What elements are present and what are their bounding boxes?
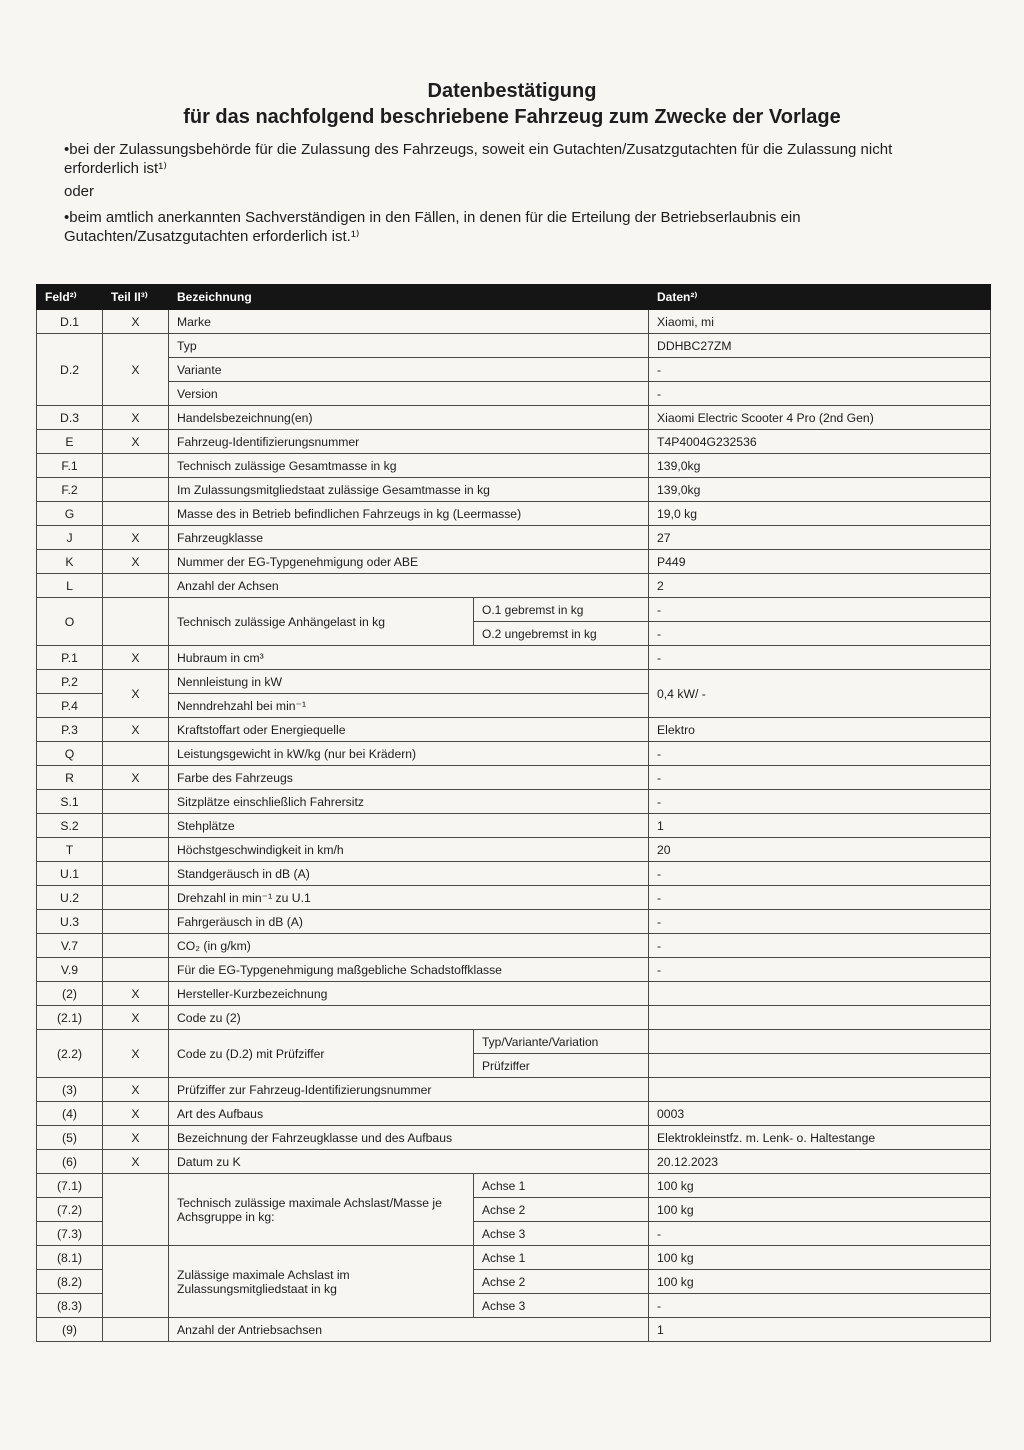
bezeichnung-cell: Variante bbox=[169, 358, 649, 382]
daten-cell: - bbox=[649, 790, 991, 814]
teil-cell: X bbox=[103, 982, 169, 1006]
sub-label-cell: Prüfziffer bbox=[474, 1054, 649, 1078]
bezeichnung-cell: Nummer der EG-Typgenehmigung oder ABE bbox=[169, 550, 649, 574]
table-row bbox=[37, 790, 991, 814]
teil-cell bbox=[103, 814, 169, 838]
daten-cell bbox=[649, 1006, 991, 1030]
bezeichnung-cell: Stehplätze bbox=[169, 814, 649, 838]
feld-cell: (7.1) bbox=[37, 1174, 103, 1198]
daten-cell: - bbox=[649, 1222, 991, 1246]
feld-cell: S.2 bbox=[37, 814, 103, 838]
bezeichnung-cell: Hersteller-Kurzbezeichnung bbox=[169, 982, 649, 1006]
feld-cell: V.7 bbox=[37, 934, 103, 958]
teil-cell bbox=[103, 1246, 169, 1318]
feld-cell: U.2 bbox=[37, 886, 103, 910]
feld-cell: P.1 bbox=[37, 646, 103, 670]
table-row bbox=[37, 310, 991, 334]
daten-cell: 139,0kg bbox=[649, 478, 991, 502]
feld-cell: K bbox=[37, 550, 103, 574]
header-daten: Daten²⁾ bbox=[649, 285, 991, 310]
teil-cell: X bbox=[103, 406, 169, 430]
daten-cell: - bbox=[649, 622, 991, 646]
sub-label-cell: O.1 gebremst in kg bbox=[474, 598, 649, 622]
header-feld: Feld²⁾ bbox=[37, 285, 103, 310]
daten-cell: 27 bbox=[649, 526, 991, 550]
feld-cell: (6) bbox=[37, 1150, 103, 1174]
teil-cell bbox=[103, 742, 169, 766]
document-subtitle: für das nachfolgend beschriebene Fahrzeug zum Zwecke der Vorlage bbox=[183, 106, 841, 128]
teil-cell: X bbox=[103, 1150, 169, 1174]
daten-cell: 19,0 kg bbox=[649, 502, 991, 526]
feld-cell: D.1 bbox=[37, 310, 103, 334]
bezeichnung-cell: Farbe des Fahrzeugs bbox=[169, 766, 649, 790]
daten-cell bbox=[649, 1030, 991, 1054]
table-row bbox=[37, 838, 991, 862]
daten-cell bbox=[649, 1078, 991, 1102]
daten-cell: 20 bbox=[649, 838, 991, 862]
daten-cell: - bbox=[649, 382, 991, 406]
table-row bbox=[37, 958, 991, 982]
feld-cell: P.2 bbox=[37, 670, 103, 694]
bezeichnung-cell: Fahrgeräusch in dB (A) bbox=[169, 910, 649, 934]
table-row bbox=[37, 454, 991, 478]
feld-cell: (2.2) bbox=[37, 1030, 103, 1078]
teil-cell bbox=[103, 862, 169, 886]
daten-cell bbox=[649, 1054, 991, 1078]
table-row bbox=[37, 1102, 991, 1126]
table-row bbox=[37, 406, 991, 430]
sub-label-cell: Achse 1 bbox=[474, 1174, 649, 1198]
bezeichnung-cell: Standgeräusch in dB (A) bbox=[169, 862, 649, 886]
document-title: Datenbestätigung bbox=[427, 80, 597, 102]
daten-cell: DDHBC27ZM bbox=[649, 334, 991, 358]
table-row bbox=[37, 1318, 991, 1342]
daten-cell: T4P4004G232536 bbox=[649, 430, 991, 454]
bezeichnung-cell: Version bbox=[169, 382, 649, 406]
teil-cell: X bbox=[103, 550, 169, 574]
feld-cell: O bbox=[37, 598, 103, 646]
feld-cell: U.3 bbox=[37, 910, 103, 934]
bezeichnung-cell: Im Zulassungsmitgliedstaat zulässige Gesamtmasse in kg bbox=[169, 478, 649, 502]
feld-cell: G bbox=[37, 502, 103, 526]
daten-cell: 100 kg bbox=[649, 1198, 991, 1222]
daten-cell: Xiaomi Electric Scooter 4 Pro (2nd Gen) bbox=[649, 406, 991, 430]
teil-cell: X bbox=[103, 310, 169, 334]
daten-cell: 1 bbox=[649, 1318, 991, 1342]
bezeichnung-cell: Anzahl der Antriebsachsen bbox=[169, 1318, 649, 1342]
feld-cell: (8.3) bbox=[37, 1294, 103, 1318]
feld-cell: (8.2) bbox=[37, 1270, 103, 1294]
bezeichnung-cell: Bezeichnung der Fahrzeugklasse und des Aufbaus bbox=[169, 1126, 649, 1150]
table-row bbox=[37, 742, 991, 766]
daten-cell bbox=[649, 982, 991, 1006]
teil-cell bbox=[103, 934, 169, 958]
table-row bbox=[37, 334, 991, 358]
feld-cell: (7.3) bbox=[37, 1222, 103, 1246]
table-row bbox=[37, 382, 991, 406]
table-row bbox=[37, 598, 991, 622]
table-row bbox=[37, 1030, 991, 1054]
bezeichnung-cell: Sitzplätze einschließlich Fahrersitz bbox=[169, 790, 649, 814]
bezeichnung-cell: Hubraum in cm³ bbox=[169, 646, 649, 670]
feld-cell: T bbox=[37, 838, 103, 862]
bezeichnung-cell: Handelsbezeichnung(en) bbox=[169, 406, 649, 430]
daten-cell: 0003 bbox=[649, 1102, 991, 1126]
header-bezeichnung: Bezeichnung bbox=[169, 285, 649, 310]
table-row bbox=[37, 502, 991, 526]
bezeichnung-cell: Masse des in Betrieb befindlichen Fahrzeugs in kg (Leermasse) bbox=[169, 502, 649, 526]
bezeichnung-cell: Für die EG-Typgenehmigung maßgebliche Schadstoffklasse bbox=[169, 958, 649, 982]
teil-cell: X bbox=[103, 430, 169, 454]
table-row bbox=[37, 646, 991, 670]
teil-cell bbox=[103, 958, 169, 982]
teil-cell: X bbox=[103, 526, 169, 550]
daten-cell: - bbox=[649, 910, 991, 934]
feld-cell: V.9 bbox=[37, 958, 103, 982]
table-row bbox=[37, 766, 991, 790]
daten-cell: - bbox=[649, 934, 991, 958]
feld-cell: D.3 bbox=[37, 406, 103, 430]
bezeichnung-cell: Code zu (2) bbox=[169, 1006, 649, 1030]
teil-cell bbox=[103, 454, 169, 478]
bezeichnung-cell: Nennleistung in kW bbox=[169, 670, 649, 694]
table-row bbox=[37, 982, 991, 1006]
bezeichnung-cell: Datum zu K bbox=[169, 1150, 649, 1174]
teil-cell: X bbox=[103, 1102, 169, 1126]
feld-cell: (3) bbox=[37, 1078, 103, 1102]
teil-cell bbox=[103, 790, 169, 814]
bezeichnung-cell: Art des Aufbaus bbox=[169, 1102, 649, 1126]
sub-label-cell: Achse 1 bbox=[474, 1246, 649, 1270]
bezeichnung-cell: Technisch zulässige Gesamtmasse in kg bbox=[169, 454, 649, 478]
bezeichnung-cell: Kraftstoffart oder Energiequelle bbox=[169, 718, 649, 742]
daten-cell: - bbox=[649, 958, 991, 982]
daten-cell: 100 kg bbox=[649, 1270, 991, 1294]
intro-paragraph-2: •beim amtlich anerkannten Sachverständigen in den Fällen, in denen für die Erteilung der Betriebserlaubnis ein Gutachten/Zusatzgutachten erforderlich ist.¹⁾ bbox=[64, 209, 801, 245]
daten-cell: Elektrokleinstfz. m. Lenk- o. Haltestange bbox=[649, 1126, 991, 1150]
sub-label-cell: Typ/Variante/Variation bbox=[474, 1030, 649, 1054]
feld-cell: P.3 bbox=[37, 718, 103, 742]
table-row bbox=[37, 670, 991, 694]
bezeichnung-cell: Typ bbox=[169, 334, 649, 358]
daten-cell: P449 bbox=[649, 550, 991, 574]
teil-cell bbox=[103, 838, 169, 862]
bezeichnung-cell: Drehzahl in min⁻¹ zu U.1 bbox=[169, 886, 649, 910]
sub-label-cell: Achse 2 bbox=[474, 1198, 649, 1222]
table-row bbox=[37, 430, 991, 454]
feld-cell: (5) bbox=[37, 1126, 103, 1150]
feld-cell: P.4 bbox=[37, 694, 103, 718]
teil-cell bbox=[103, 598, 169, 646]
daten-cell: - bbox=[649, 886, 991, 910]
bezeichnung-cell: Anzahl der Achsen bbox=[169, 574, 649, 598]
data-table bbox=[36, 284, 991, 1342]
daten-cell: Xiaomi, mi bbox=[649, 310, 991, 334]
daten-cell: - bbox=[649, 358, 991, 382]
feld-cell: Q bbox=[37, 742, 103, 766]
feld-cell: F.2 bbox=[37, 478, 103, 502]
daten-cell: Elektro bbox=[649, 718, 991, 742]
table-row bbox=[37, 934, 991, 958]
header-teil: Teil II³⁾ bbox=[103, 285, 169, 310]
table-row bbox=[37, 886, 991, 910]
daten-cell: - bbox=[649, 1294, 991, 1318]
table-row bbox=[37, 718, 991, 742]
teil-cell bbox=[103, 1174, 169, 1246]
bezeichnung-cell: Marke bbox=[169, 310, 649, 334]
teil-cell bbox=[103, 502, 169, 526]
table-row bbox=[37, 358, 991, 382]
table-row bbox=[37, 478, 991, 502]
daten-cell: 139,0kg bbox=[649, 454, 991, 478]
teil-cell: X bbox=[103, 1030, 169, 1078]
bezeichnung-cell: Fahrzeug-Identifizierungsnummer bbox=[169, 430, 649, 454]
feld-cell: (2) bbox=[37, 982, 103, 1006]
daten-cell: - bbox=[649, 742, 991, 766]
feld-cell: (2.1) bbox=[37, 1006, 103, 1030]
teil-cell: X bbox=[103, 1006, 169, 1030]
feld-cell: (9) bbox=[37, 1318, 103, 1342]
table-row bbox=[37, 1150, 991, 1174]
bezeichnung-cell: Technisch zulässige Anhängelast in kg bbox=[169, 598, 474, 646]
teil-cell: X bbox=[103, 334, 169, 406]
feld-cell: (7.2) bbox=[37, 1198, 103, 1222]
sub-label-cell: Achse 2 bbox=[474, 1270, 649, 1294]
daten-cell: - bbox=[649, 646, 991, 670]
teil-cell bbox=[103, 574, 169, 598]
daten-cell: - bbox=[649, 862, 991, 886]
bezeichnung-cell: Zulässige maximale Achslast im Zulassungsmitgliedstaat in kg bbox=[169, 1246, 474, 1318]
teil-cell: X bbox=[103, 766, 169, 790]
table-header bbox=[37, 285, 991, 310]
feld-cell: (8.1) bbox=[37, 1246, 103, 1270]
bezeichnung-cell: CO₂ (in g/km) bbox=[169, 934, 649, 958]
bezeichnung-cell: Code zu (D.2) mit Prüfziffer bbox=[169, 1030, 474, 1078]
bezeichnung-cell: Technisch zulässige maximale Achslast/Masse je Achsgruppe in kg: bbox=[169, 1174, 474, 1246]
bezeichnung-cell: Nenndrehzahl bei min⁻¹ bbox=[169, 694, 649, 718]
teil-cell bbox=[103, 478, 169, 502]
teil-cell bbox=[103, 910, 169, 934]
feld-cell: R bbox=[37, 766, 103, 790]
teil-cell: X bbox=[103, 1078, 169, 1102]
daten-cell: 20.12.2023 bbox=[649, 1150, 991, 1174]
teil-cell: X bbox=[103, 1126, 169, 1150]
table-row bbox=[37, 1246, 991, 1270]
feld-cell: E bbox=[37, 430, 103, 454]
bezeichnung-cell: Leistungsgewicht in kW/kg (nur bei Krädern) bbox=[169, 742, 649, 766]
teil-cell: X bbox=[103, 718, 169, 742]
intro-oder: oder bbox=[64, 183, 95, 200]
bezeichnung-cell: Fahrzeugklasse bbox=[169, 526, 649, 550]
feld-cell: D.2 bbox=[37, 334, 103, 406]
daten-cell: 2 bbox=[649, 574, 991, 598]
table-row bbox=[37, 574, 991, 598]
table-row bbox=[37, 1174, 991, 1198]
feld-cell: L bbox=[37, 574, 103, 598]
feld-cell: (4) bbox=[37, 1102, 103, 1126]
daten-cell: 1 bbox=[649, 814, 991, 838]
table-row bbox=[37, 862, 991, 886]
teil-cell: X bbox=[103, 646, 169, 670]
teil-cell: X bbox=[103, 670, 169, 718]
table-row bbox=[37, 1078, 991, 1102]
sub-label-cell: Achse 3 bbox=[474, 1294, 649, 1318]
daten-cell: - bbox=[649, 598, 991, 622]
bezeichnung-cell: Höchstgeschwindigkeit in km/h bbox=[169, 838, 649, 862]
daten-cell: 100 kg bbox=[649, 1246, 991, 1270]
sub-label-cell: Achse 3 bbox=[474, 1222, 649, 1246]
bezeichnung-cell: Prüfziffer zur Fahrzeug-Identifizierungsnummer bbox=[169, 1078, 649, 1102]
table-row bbox=[37, 814, 991, 838]
table-row bbox=[37, 910, 991, 934]
teil-cell bbox=[103, 1318, 169, 1342]
sub-label-cell: O.2 ungebremst in kg bbox=[474, 622, 649, 646]
table-row bbox=[37, 1006, 991, 1030]
table-row bbox=[37, 1126, 991, 1150]
table-row bbox=[37, 526, 991, 550]
teil-cell bbox=[103, 886, 169, 910]
feld-cell: J bbox=[37, 526, 103, 550]
daten-cell: - bbox=[649, 766, 991, 790]
table-row bbox=[37, 550, 991, 574]
feld-cell: F.1 bbox=[37, 454, 103, 478]
daten-cell: 100 kg bbox=[649, 1174, 991, 1198]
feld-cell: S.1 bbox=[37, 790, 103, 814]
intro-paragraph-1: •bei der Zulassungsbehörde für die Zulassung des Fahrzeugs, soweit ein Gutachten/Zusatzgutachten für die Zulassung nicht erforderlich ist¹⁾ bbox=[64, 141, 893, 177]
daten-cell: 0,4 kW/ - bbox=[649, 670, 991, 718]
feld-cell: U.1 bbox=[37, 862, 103, 886]
